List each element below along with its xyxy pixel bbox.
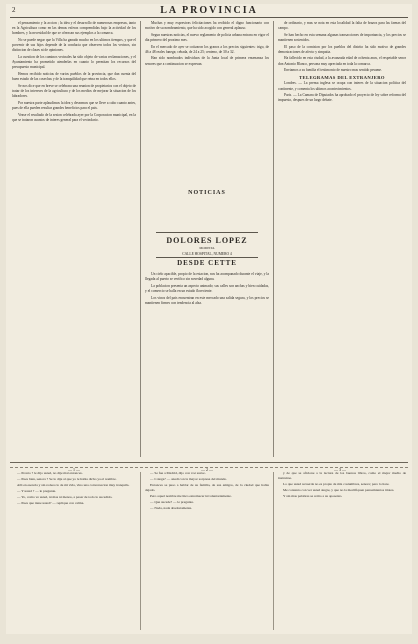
paragraph: Por nuestra parte aplaudimos la idea y deseamos que se lleve a cabo cuanto antes, pues de ella pueden resultar grandes beneficios para el pais. [12,100,136,110]
paragraph: Pero aquel nombre me hizo estremecer involuntariamente. [150,494,232,498]
newspaper-page [6,4,412,634]
column-divider [273,472,274,630]
article-column-1 [12,21,136,459]
paragraph: — Pues bien, senora ? Se lo dije al que yo le habia dicho ya el nombre. [17,477,117,481]
paragraph: Los vinos del pais encuentran en este mercado una salida segura, y los precios se mantienen firmes con tendencia al alza. [145,295,269,305]
paragraph: — Y usted ? — le pregunte. [17,489,57,493]
paragraph: La cuestion de los caminos vecinales ha sido objeto de varias reclamaciones, y el Ayuntamiento ha prometido atenderlas en cuanto lo permitan los recursos del presupuesto municipal. [12,55,136,70]
paragraph: No se puede negar que la Villa ha ganado mucho en los ultimos tiempos, y que el porvenir de sus hijos depende de la conducta que observen todos los vecinos, sin distincion de clases ni de opiniones. [12,38,136,53]
column-divider [273,21,274,457]
section-heading: DESDE CETTE [177,259,237,267]
folletin-column-2 [145,471,269,631]
page-number: 2 [12,6,16,14]
advertisement-name: DOLORES LOPEZ [166,236,248,245]
paragraph: En el mercado de ayer se cotizaron los granos a los precios siguientes: trigo, de 46 a 48 reales fanega; cebada, de 24 a 25; centeno, de 30 a 32. [145,44,269,54]
paragraph: Vease el resultado de la sesion celebrada ayer por la Corporacion municipal, en la que se trataron asuntos de interes general para el vecindario. [12,112,136,122]
paragraph: el pensamiento y la accion ; la idea y el desarrollo de numerosas empresas, tanto en la Agricultura como en las demas esferas comprendidas bajo la actividad de los hombres, y la necesidad de que se ofrezcan sus ejemplos a la comarca. [12,21,136,36]
paragraph: Un cielo apacible, propio de la estacion, nos ha acompanado durante el viaje, y la llegada al puerto se verifico sin novedad alguna. [145,272,269,282]
paragraph: Se han hecho en esta semana algunas transacciones de importancia, y los precios se mantienen sostenidos. [278,32,406,42]
section-heading: TELEGRAMAS DEL EXTRANJERO [299,74,385,80]
paragraph: — Que sucede? — le pregunte. [150,500,194,504]
paragraph: — Pronto ? le dijo usted, no dije mal entonces. [17,471,83,475]
paragraph: Alli en esencia y sin rodeos lo de mi vida, vino una conversacion muy tranquila. [17,483,130,487]
paragraph: Me contento con ver usted alegre, y que no la mortifiquen pensamientos tristes. [283,488,395,492]
paragraph: Londres. — La prensa inglesa se ocupa con interes de la situacion politica del continente, y comenta los ultimos acontecimientos. [278,81,406,91]
paragraph: Enviamos a su familia el testimonio de nuestro mas sentido pesame. [284,68,382,73]
folletin-number: — 1 — [68,467,80,472]
notice-rule [156,257,258,258]
paragraph: Ha fallecido en esta ciudad, a la avanzada edad de ochenta anos, el respetable senor don Antonio Blanco, persona muy apreciada en toda la comarca. [278,56,406,66]
paragraph: — Se fue a Madrid, dijo con voz suave. [150,471,206,475]
paragraph: El paso de la comision por los pueblos del distrito ha sido motivo de grandes demostraciones de afecto y simpatia. [278,44,406,54]
paragraph: de ordinario, y mas se nota en esta localidad la falta de brazos para las faenas del campo. [278,21,406,31]
folletin-number: — 2 — [201,467,213,472]
column-divider [140,21,141,457]
paragraph: Hemos recibido noticias de varios pueblos de la provincia, que dan cuenta del buen estado de las cosechas y de la tranquilidad que reina en todos ellos. [12,72,136,82]
paragraph: La poblacion presenta un aspecto animado; sus calles son anchas y bien cuidadas, y el comercio se halla en un estado floreciente. [145,283,269,293]
notice-heading: NOTICIAS [188,190,226,196]
article-column-3 [278,21,406,459]
folletin-column-3 [278,471,406,631]
notice-rule [156,232,258,233]
paragraph: Se nos dice que en breve se celebrara una reunion de propietarios con el objeto de tratar de los intereses de la agricultura y de los medios de mejorar la situacion de los labradores. [12,83,136,99]
paragraph: — Nada, nada absolutamente. [150,506,193,510]
advertisement-subtitle: MODISTA [199,246,215,250]
newspaper-title: LA PROVINCIA [160,5,258,16]
paragraph: Paris. — La Camara de Diputados ha aprobado el proyecto de ley sobre reforma del impuesto, despues de un largo debate. [278,93,406,103]
paragraph: y de que se aficione a la lectura de los buenos libros, como el mejor medio de instruirse. [278,471,406,480]
paragraph: Han sido nombrados individuos de la Junta local de primera ensenanza los senores que a continuacion se expresan. [145,56,269,66]
advertisement-address: CALLE HOSPITAL, NUMERO 4 [182,252,232,256]
paragraph: — Colega? — anadi con la mayor sorpresa del mundo. [150,477,227,481]
column-divider [140,472,141,630]
folletin-number: — 3 — [334,467,346,472]
paragraph: — Pues que tiene usted? — replique con calma. [17,501,85,505]
paragraph: — Yo, como ve usted, ni mas ni menos, a pesar de todo lo sucedido. [17,495,113,499]
paragraph: Entonces se puso a hablar de su familia, de sus amigos, de la ciudad que habia dejado. [145,483,269,492]
paragraph: Muchas y muy expresivas felicitaciones ha recibido el digno funcionario con motivo de su nombramiento, que ha sido acogido con general aplauso. [145,21,269,31]
paragraph: Y sin mas palabras se retiro a su aposento. [283,494,343,498]
paragraph: Lo que usted recuerda no es propio de mis costumbres, senora; pero lo hare. [283,482,390,486]
paragraph: Segun nuestras noticias, el nuevo reglamento de policia urbana entrara en vigor el dia primero del proximo mes. [145,32,269,42]
folletin-column-1 [12,471,136,631]
article-column-2-bottom [145,272,269,457]
header-rule [10,17,408,18]
article-column-2-top [145,21,269,187]
